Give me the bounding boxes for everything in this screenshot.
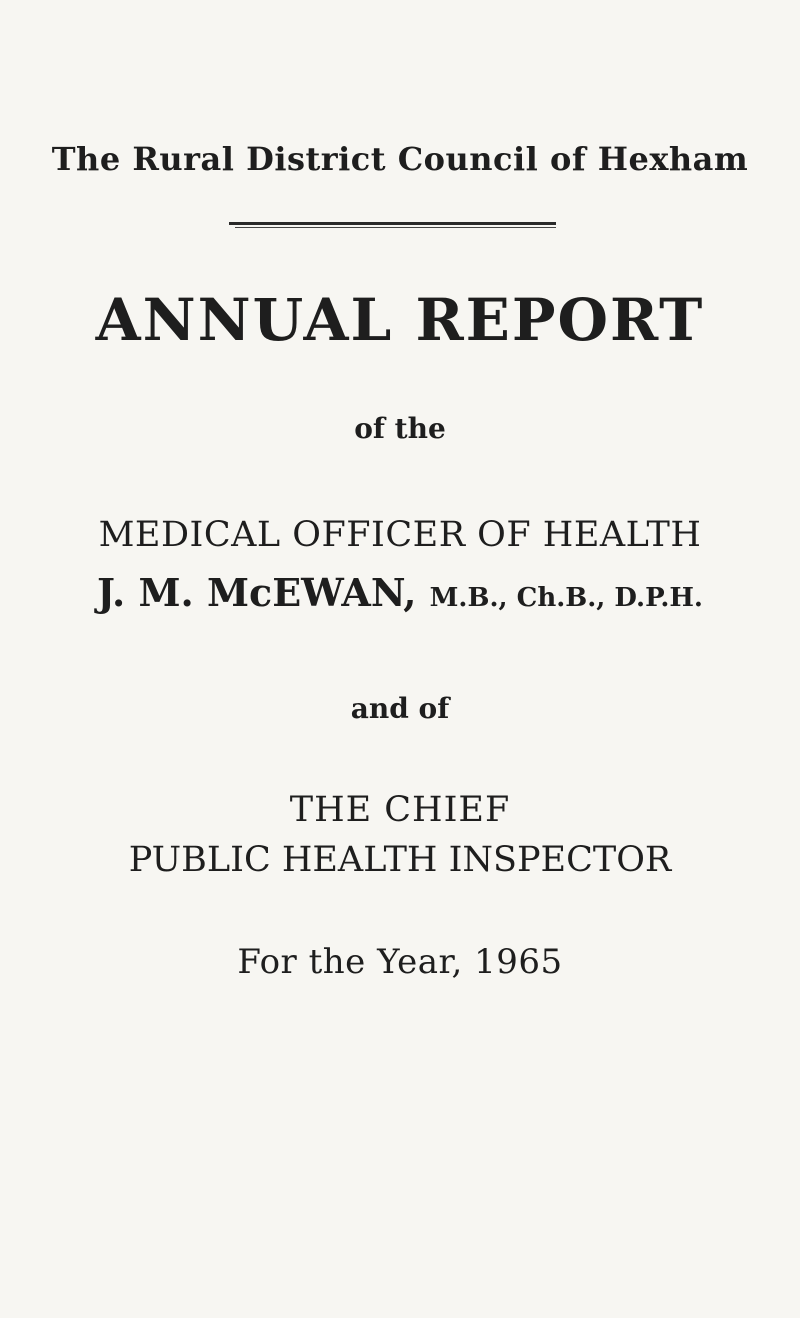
inspector-title-line-2: PUBLIC HEALTH INSPECTOR (128, 840, 672, 880)
report-year: For the Year, 1965 (237, 942, 563, 982)
double-rule-divider (229, 222, 556, 230)
rule-thin-line (235, 227, 556, 228)
rule-thick-line (229, 222, 556, 225)
inspector-title-line-1: THE CHIEF (289, 790, 511, 830)
council-heading: The Rural District Council of Hexham (51, 140, 749, 178)
officer-qualifications: M.B., Ch.B., D.P.H. (429, 583, 703, 613)
officer-name: J. M. McEWAN, (96, 570, 417, 615)
officer-title: MEDICAL OFFICER OF HEALTH (98, 515, 702, 555)
and-of-text: and of (350, 692, 450, 725)
of-the-text: of the (354, 412, 446, 445)
report-title: ANNUAL REPORT (95, 286, 705, 354)
officer-name-line (0, 570, 800, 615)
